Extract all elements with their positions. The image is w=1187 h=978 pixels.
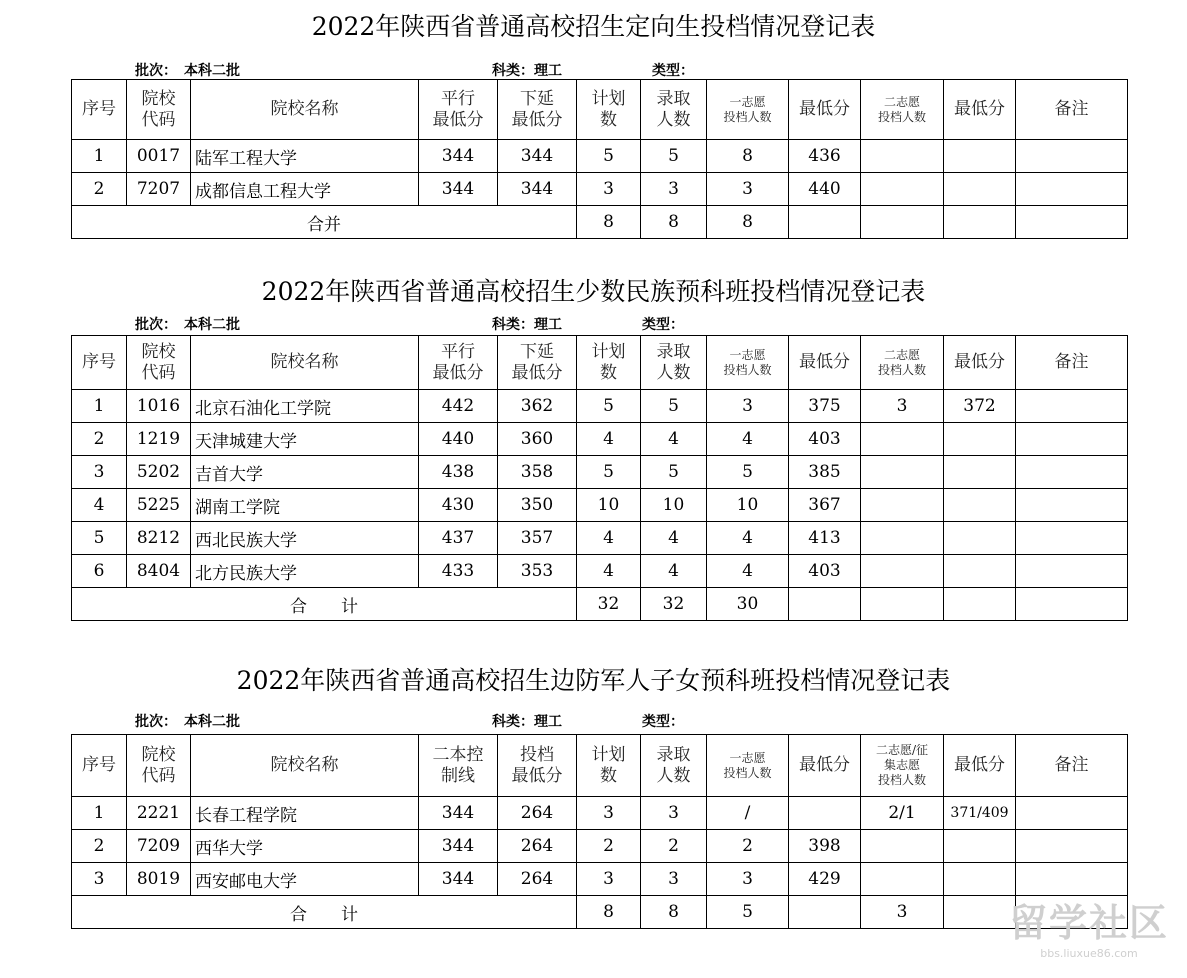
header-col2: 下延 最低分 [498,336,577,390]
cell-col2: 362 [498,390,577,423]
header-admit: 录取 人数 [641,80,707,140]
header-remarks: 备注 [1016,80,1128,140]
cell-col1: 440 [419,423,498,456]
cell-second-choice [861,173,944,206]
cell-seq: 2 [72,173,127,206]
table2-subject: 科类：理工 [492,317,562,333]
cell-admit: 5 [641,390,707,423]
table-row [72,456,1128,489]
total-admit: 8 [641,206,707,239]
cell-plan: 3 [577,173,641,206]
total-second-choice: 3 [861,896,944,929]
cell-first-choice: 4 [707,555,789,588]
table3-batch: 批次： 本科二批 [135,714,240,730]
total-admit: 8 [641,896,707,929]
cell-col2: 357 [498,522,577,555]
cell-remarks [1016,555,1128,588]
header-seq: 序号 [72,80,127,140]
header-col1: 二本控 制线 [419,735,498,797]
cell-min-score: 440 [789,173,861,206]
total-label: 合并 [72,206,577,239]
cell-seq: 3 [72,863,127,896]
cell-admit: 3 [641,797,707,830]
cell-min-score-2 [944,555,1016,588]
cell-second-choice: 2/1 [861,797,944,830]
cell-col1: 344 [419,863,498,896]
table-row [72,423,1128,456]
header-second-choice: 二志愿 投档人数 [861,80,944,140]
total-row [72,896,1128,929]
cell-remarks [1016,489,1128,522]
table1-type: 类型： [652,63,694,79]
cell-code: 1219 [127,423,191,456]
header-name: 院校名称 [191,80,419,140]
cell-school-name: 成都信息工程大学 [191,173,419,206]
cell-admit: 5 [641,140,707,173]
total-first-choice: 30 [707,588,789,621]
cell-code: 5202 [127,456,191,489]
cell-admit: 3 [641,863,707,896]
cell-school-name: 西安邮电大学 [191,863,419,896]
cell-second-choice [861,863,944,896]
cell-min-score [789,797,861,830]
cell-school-name: 西北民族大学 [191,522,419,555]
watermark-logo: 留学社区 bbs.liuxue86.com [1008,901,1169,960]
cell-school-name: 吉首大学 [191,456,419,489]
cell-col1: 344 [419,140,498,173]
cell-plan: 3 [577,797,641,830]
cell-code: 5225 [127,489,191,522]
cell-admit: 3 [641,173,707,206]
header-row [72,80,1128,140]
cell-col2: 264 [498,797,577,830]
header-seq: 序号 [72,336,127,390]
cell-seq: 6 [72,555,127,588]
cell-seq: 1 [72,140,127,173]
cell-col1: 442 [419,390,498,423]
header-second-choice: 二志愿/征 集志愿 投档人数 [861,735,944,797]
cell-remarks [1016,140,1128,173]
cell-second-choice [861,456,944,489]
cell-remarks [1016,456,1128,489]
total-first-choice: 8 [707,206,789,239]
total-min-score-2 [944,206,1016,239]
cell-col1: 433 [419,555,498,588]
header-col2: 投档 最低分 [498,735,577,797]
cell-admit: 4 [641,423,707,456]
cell-first-choice: 3 [707,863,789,896]
cell-remarks [1016,423,1128,456]
table-row [72,390,1128,423]
cell-admit: 2 [641,830,707,863]
cell-plan: 5 [577,456,641,489]
cell-second-choice [861,830,944,863]
cell-code: 1016 [127,390,191,423]
cell-seq: 2 [72,830,127,863]
header-row [72,735,1128,797]
cell-seq: 1 [72,390,127,423]
cell-seq: 2 [72,423,127,456]
cell-second-choice [861,555,944,588]
cell-col1: 430 [419,489,498,522]
cell-col2: 264 [498,863,577,896]
total-min-score [789,896,861,929]
cell-remarks [1016,522,1128,555]
header-first-choice: 一志愿 投档人数 [707,336,789,390]
header-code: 院校 代码 [127,336,191,390]
header-remarks: 备注 [1016,735,1128,797]
total-first-choice: 5 [707,896,789,929]
total-row [72,588,1128,621]
cell-remarks [1016,797,1128,830]
cell-school-name: 北方民族大学 [191,555,419,588]
cell-plan: 3 [577,863,641,896]
table1-batch: 批次： 本科二批 [135,63,240,79]
cell-col2: 264 [498,830,577,863]
cell-first-choice: 10 [707,489,789,522]
header-name: 院校名称 [191,336,419,390]
cell-code: 7209 [127,830,191,863]
total-plan: 8 [577,896,641,929]
cell-plan: 4 [577,423,641,456]
header-first-choice: 一志愿 投档人数 [707,735,789,797]
cell-min-score-2: 371/409 [944,797,1016,830]
total-min-score [789,588,861,621]
total-label: 合 计 [72,588,577,621]
table2-batch: 批次： 本科二批 [135,317,240,333]
header-first-choice: 一志愿 投档人数 [707,80,789,140]
cell-min-score-2 [944,173,1016,206]
cell-admit: 10 [641,489,707,522]
total-remarks [1016,588,1128,621]
cell-min-score: 413 [789,522,861,555]
table3-subject: 科类：理工 [492,714,562,730]
cell-col1: 344 [419,173,498,206]
cell-admit: 5 [641,456,707,489]
cell-min-score: 367 [789,489,861,522]
cell-school-name: 长春工程学院 [191,797,419,830]
cell-second-choice [861,423,944,456]
cell-min-score-2 [944,489,1016,522]
total-min-score [789,206,861,239]
cell-plan: 10 [577,489,641,522]
cell-plan: 5 [577,140,641,173]
table-row [72,489,1128,522]
header-admit: 录取 人数 [641,735,707,797]
table3 [71,734,1128,929]
cell-col2: 353 [498,555,577,588]
total-plan: 8 [577,206,641,239]
cell-second-choice: 3 [861,390,944,423]
header-col1: 平行 最低分 [419,336,498,390]
cell-code: 8019 [127,863,191,896]
cell-school-name: 天津城建大学 [191,423,419,456]
cell-min-score-2 [944,140,1016,173]
table1 [71,79,1128,239]
total-min-score-2 [944,588,1016,621]
cell-min-score-2: 372 [944,390,1016,423]
header-admit: 录取 人数 [641,336,707,390]
cell-min-score: 403 [789,423,861,456]
cell-min-score: 436 [789,140,861,173]
table-row [72,555,1128,588]
cell-code: 8404 [127,555,191,588]
header-min-score-2: 最低分 [944,80,1016,140]
cell-plan: 4 [577,555,641,588]
cell-code: 2221 [127,797,191,830]
cell-min-score-2 [944,830,1016,863]
header-seq: 序号 [72,735,127,797]
cell-col2: 358 [498,456,577,489]
total-second-choice [861,206,944,239]
total-admit: 32 [641,588,707,621]
cell-remarks [1016,863,1128,896]
total-plan: 32 [577,588,641,621]
header-code: 院校 代码 [127,735,191,797]
cell-code: 7207 [127,173,191,206]
cell-seq: 3 [72,456,127,489]
cell-col1: 438 [419,456,498,489]
cell-code: 0017 [127,140,191,173]
cell-remarks [1016,830,1128,863]
cell-first-choice: 8 [707,140,789,173]
total-label: 合 计 [72,896,577,929]
cell-second-choice [861,140,944,173]
cell-first-choice: 4 [707,423,789,456]
header-min-score: 最低分 [789,336,861,390]
table2-type: 类型： [642,317,684,333]
cell-first-choice: 3 [707,390,789,423]
cell-remarks [1016,173,1128,206]
header-row [72,336,1128,390]
cell-col2: 344 [498,173,577,206]
cell-plan: 2 [577,830,641,863]
cell-col2: 344 [498,140,577,173]
cell-plan: 5 [577,390,641,423]
cell-admit: 4 [641,522,707,555]
total-min-score-2 [944,896,1016,929]
cell-school-name: 西华大学 [191,830,419,863]
table-row [72,863,1128,896]
table1-title: 2022年陕西省普通高校招生定向生投档情况登记表 [311,12,876,41]
header-name: 院校名称 [191,735,419,797]
total-second-choice [861,588,944,621]
cell-col2: 350 [498,489,577,522]
cell-first-choice: 5 [707,456,789,489]
cell-seq: 1 [72,797,127,830]
header-plan: 计划 数 [577,80,641,140]
total-row [72,206,1128,239]
cell-second-choice [861,522,944,555]
cell-plan: 4 [577,522,641,555]
header-col1: 平行 最低分 [419,80,498,140]
header-second-choice: 二志愿 投档人数 [861,336,944,390]
header-min-score-2: 最低分 [944,735,1016,797]
table-row [72,797,1128,830]
cell-admit: 4 [641,555,707,588]
cell-min-score: 375 [789,390,861,423]
cell-col2: 360 [498,423,577,456]
header-plan: 计划 数 [577,735,641,797]
table2-title: 2022年陕西省普通高校招生少数民族预科班投档情况登记表 [261,277,926,306]
header-plan: 计划 数 [577,336,641,390]
table2 [71,335,1128,621]
cell-remarks [1016,390,1128,423]
cell-col1: 437 [419,522,498,555]
header-min-score: 最低分 [789,80,861,140]
cell-min-score: 403 [789,555,861,588]
cell-min-score: 398 [789,830,861,863]
cell-code: 8212 [127,522,191,555]
cell-min-score-2 [944,423,1016,456]
table1-subject: 科类：理工 [492,63,562,79]
header-remarks: 备注 [1016,336,1128,390]
cell-min-score-2 [944,456,1016,489]
cell-min-score: 429 [789,863,861,896]
table3-type: 类型： [642,714,684,730]
cell-seq: 4 [72,489,127,522]
table-row [72,173,1128,206]
cell-min-score-2 [944,863,1016,896]
cell-min-score: 385 [789,456,861,489]
header-min-score: 最低分 [789,735,861,797]
table3-title: 2022年陕西省普通高校招生边防军人子女预科班投档情况登记表 [236,666,951,695]
cell-min-score-2 [944,522,1016,555]
table-row [72,522,1128,555]
cell-seq: 5 [72,522,127,555]
total-remarks [1016,206,1128,239]
cell-first-choice: 3 [707,173,789,206]
cell-col1: 344 [419,830,498,863]
cell-school-name: 北京石油化工学院 [191,390,419,423]
table-row [72,140,1128,173]
cell-first-choice: 2 [707,830,789,863]
header-code: 院校 代码 [127,80,191,140]
header-min-score-2: 最低分 [944,336,1016,390]
table-row [72,830,1128,863]
cell-school-name: 陆军工程大学 [191,140,419,173]
cell-school-name: 湖南工学院 [191,489,419,522]
cell-col1: 344 [419,797,498,830]
header-col2: 下延 最低分 [498,80,577,140]
cell-second-choice [861,489,944,522]
cell-first-choice: / [707,797,789,830]
cell-first-choice: 4 [707,522,789,555]
